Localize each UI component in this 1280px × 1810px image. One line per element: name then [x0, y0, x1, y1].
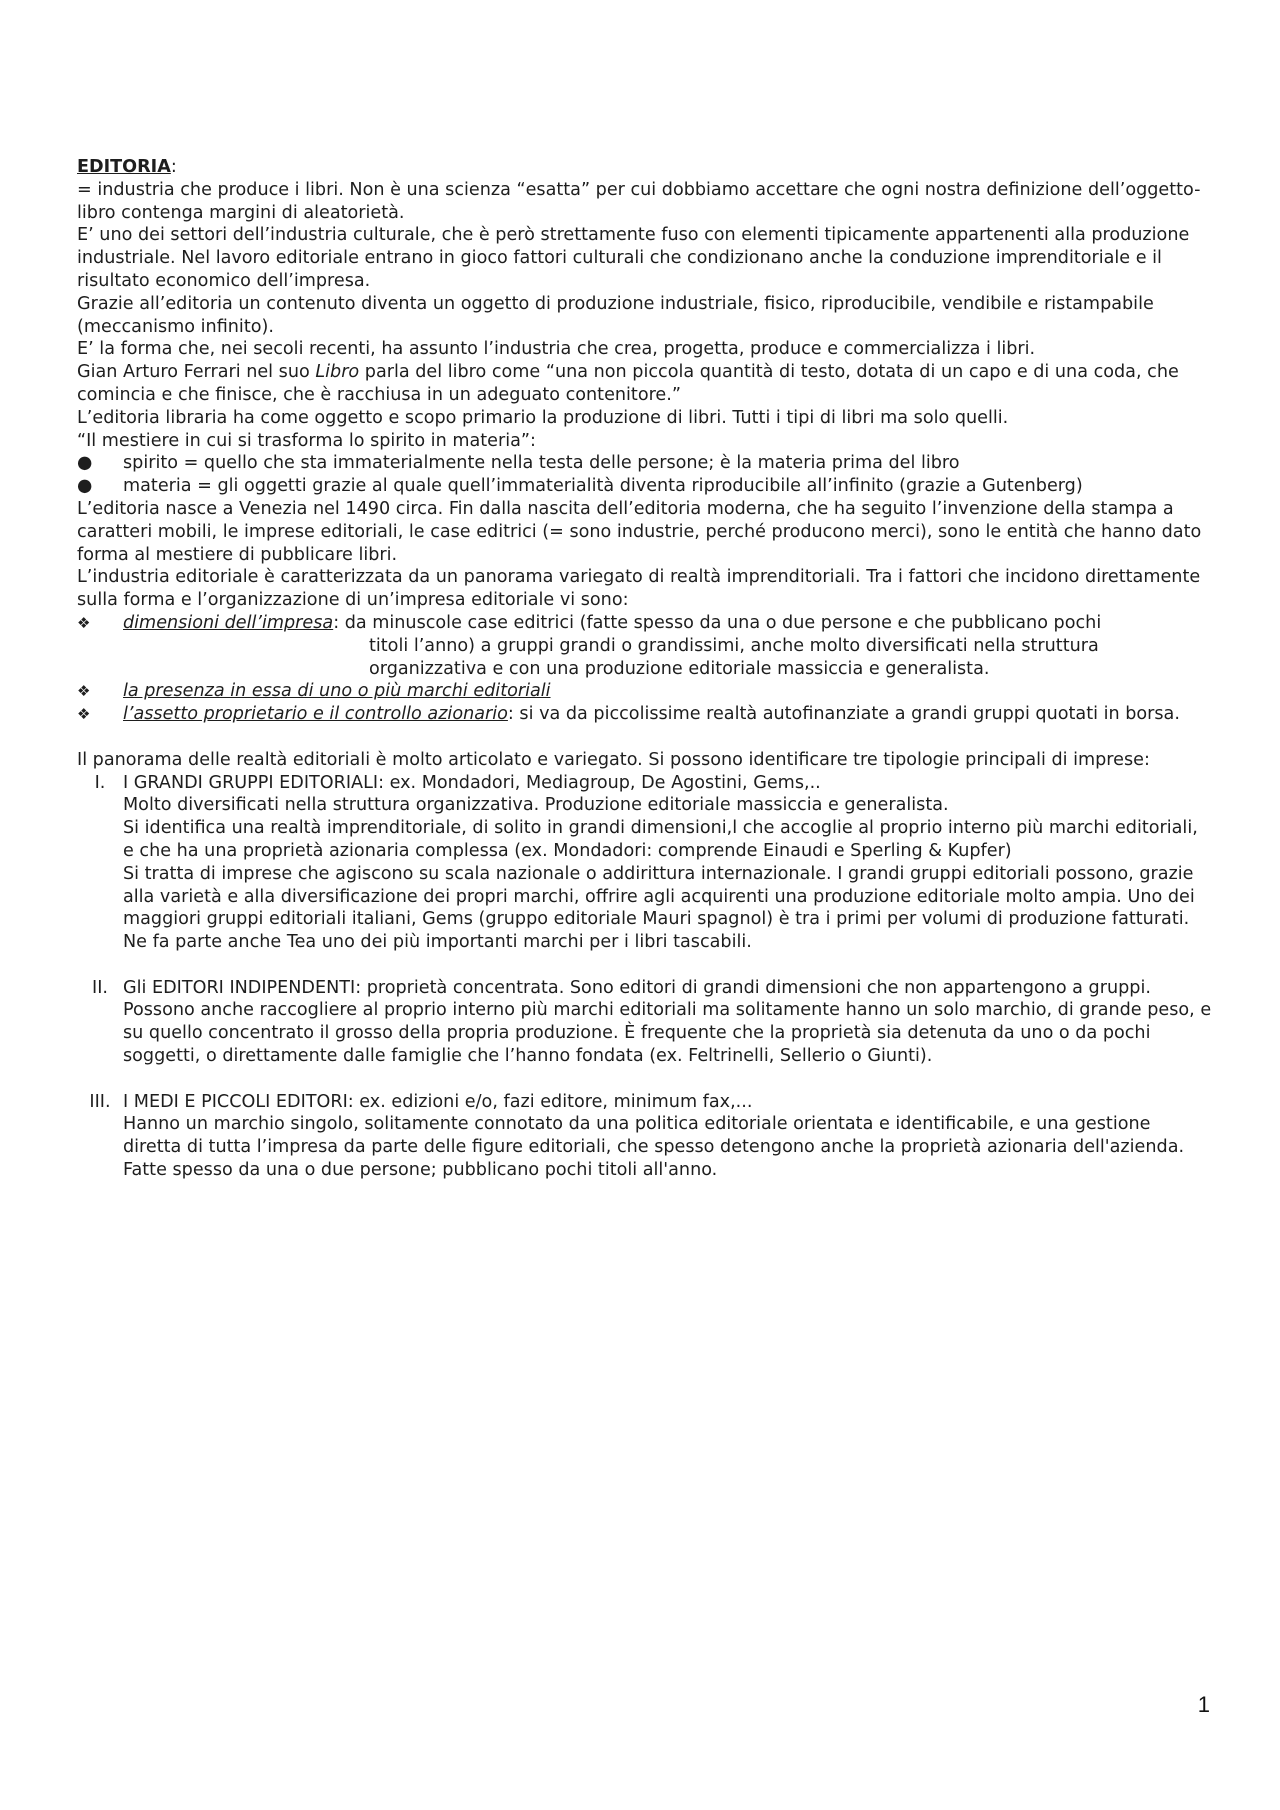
- type-content: [123, 1091, 1212, 1182]
- factor-content: [123, 612, 1212, 680]
- paragraph-venezia: L’editoria nasce a Venezia nel 1490 circa. Fin dalla nascita dell’editoria moderna, che ha seguito l’invenzione della stampa a caratteri mobili, le imprese editoriali, le case editrici (= sono industrie, perché producono merci), sono le entità che hanno dato forma al mestiere di pubblicare libri.: [77, 498, 1202, 565]
- factor-continuation: titoli l’anno) a gruppi grandi o grandissimi, anche molto diversificati nella struttura organizzativa e con una produzione editoriale massiccia e generalista.: [369, 635, 1099, 679]
- diamond-bullet-icon: ❖: [77, 613, 91, 632]
- spacer: [77, 726, 1212, 749]
- heading-colon: :: [170, 157, 177, 177]
- paragraph-panorama: Il panorama delle realtà editoriali è molto articolato e variegato. Si possono identificare tre tipologie principali di imprese:: [77, 749, 1150, 770]
- paragraph-industria: L’industria editoriale è caratterizzata da un panorama variegato di realtà imprenditoriali. Tra i fattori che incidono direttamente sulla forma e l’organizzazione di un’impresa editoriale vi sono:: [77, 567, 1201, 611]
- spacer: [123, 954, 1212, 977]
- type-item-grandi-gruppi: [94, 772, 1212, 954]
- paragraph-mestiere: “Il mestiere in cui si trasforma lo spirito in materia”:: [77, 430, 536, 451]
- factor-term: l’assetto proprietario e il controllo azionario: [123, 704, 508, 725]
- type-content: [123, 772, 1212, 954]
- bullet-dot-icon: ●: [77, 476, 93, 497]
- factor-text: : si va da piccolissime realtà autofinanziate a grandi gruppi quotati in borsa.: [507, 704, 1180, 725]
- paragraph-grazie: Grazie all’editoria un contenuto diventa un oggetto di produzione industriale, fisico, riproducibile, vendibile e ristampabile (meccanismo infinito).: [77, 293, 1154, 337]
- page-number: 1: [1197, 1692, 1210, 1717]
- bullet-text-materia: materia = gli oggetti grazie al quale quell’immaterialità diventa riproducibile all’infinito (grazie a Gutenberg): [123, 476, 1083, 497]
- document-heading: [77, 156, 1212, 179]
- types-list: [89, 772, 1212, 1182]
- type-content: [123, 977, 1212, 1068]
- paragraph-ferrari: [77, 361, 1212, 407]
- factor-content: [123, 703, 1180, 726]
- type-numeral: III.: [89, 1091, 111, 1112]
- type-numeral: II.: [92, 977, 108, 998]
- type-item-medi-piccoli: [89, 1091, 1212, 1182]
- paragraph-settori: E’ uno dei settori dell’industria culturale, che è però strettamente fuso con elementi tipicamente appartenenti alla produzione industriale. Nel lavoro editoriale entrano in gioco fattori culturali che condizionano anche la conduzione imprenditoriale e il risultato economico dell’impresa.: [77, 225, 1190, 291]
- type-line: Si identifica una realtà imprenditoriale, di solito in grandi dimensioni,l che accoglie al proprio interno più marchi editoriali, e che ha una proprietà azionaria complessa (ex. Mondadori: comprende Einaudi e Sperling & Kupfer): [123, 818, 1198, 861]
- type-item-indipendenti: [92, 977, 1212, 1068]
- heading-title: EDITORIA: [77, 157, 171, 177]
- type-line: Hanno un marchio singolo, solitamente connotato da una politica editoriale orientata e identificabile, e una gestione diretta di tutta l’impresa da parte delle figure editoriali, che spesso detengono anche la proprietà azionaria dell'azienda. Fatte spesso da una o due persone; pubblicano pochi titoli all'anno.: [123, 1114, 1185, 1181]
- type-line: I GRANDI GRUPPI EDITORIALI: ex. Mondadori, Mediagroup, De Agostini, Gems,..: [123, 772, 821, 793]
- factor-item: [77, 680, 1212, 703]
- paragraph-oggetto: L’editoria libraria ha come oggetto e scopo primario la produzione di libri. Tutti i tipi di libri ma solo quelli.: [77, 407, 1009, 428]
- diamond-bullet-icon: ❖: [77, 705, 91, 724]
- factor-item: [77, 612, 1212, 680]
- type-line: Si tratta di imprese che agiscono su scala nazionale o addirittura internazionale. I grandi gruppi editoriali possono, grazie alla varietà e alla diversificazione dei propri marchi, offrire agli acquirenti una produzione editoriale molto ampia. Uno dei maggiori gruppi editoriali italiani, Gems (gruppo editoriale Mauri spagnol) è tra i primi per volumi di produzione fatturati. Ne fa parte anche Tea uno dei più importanti marchi per i libri tascabili.: [123, 863, 1195, 953]
- ferrari-book-title: Libro: [315, 362, 360, 383]
- ferrari-after: parla del libro come “una non piccola quantità di testo, dotata di un capo e di una coda, che comincia e che finisce, che è racchiusa in un adeguato contenitore.”: [77, 362, 1179, 405]
- factor-term: dimensioni dell’impresa: [123, 612, 334, 633]
- type-line: Molto diversificati nella struttura organizzativa. Produzione editoriale massiccia e generalista.: [123, 795, 949, 816]
- ferrari-before: Gian Arturo Ferrari nel suo: [77, 362, 316, 383]
- paragraph-definition: = industria che produce i libri. Non è una scienza “esatta” per cui dobbiamo accettare che ogni nostra definizione dell’oggetto-libro contenga margini di aleatorietà.: [77, 179, 1201, 223]
- bullet-dot-icon: ●: [77, 453, 93, 474]
- diamond-bullet-icon: ❖: [77, 682, 91, 701]
- bullet-item: [77, 452, 1212, 475]
- factor-item: [77, 703, 1212, 726]
- type-line: I MEDI E PICCOLI EDITORI: ex. edizioni e/o, fazi editore, minimum fax,...: [123, 1091, 753, 1112]
- factor-content: [123, 680, 551, 703]
- bullet-text-spirito: spirito = quello che sta immaterialmente nella testa delle persone; è la materia prima del libro: [123, 453, 960, 474]
- paragraph-forma: E’ la forma che, nei secoli recenti, ha assunto l’industria che crea, progetta, produce e commercializza i libri.: [77, 339, 1036, 360]
- bullet-item: [77, 475, 1212, 498]
- document-body: [77, 156, 1212, 1182]
- type-line: Gli EDITORI INDIPENDENTI: proprietà concentrata. Sono editori di grandi dimensioni che non appartengono a gruppi. Possono anche raccogliere al proprio interno più marchi editoriali ma solitamente hanno un solo marchio, di grande peso, e su quello concentrato il grosso della propria produzione. È frequente che la proprietà sia detenuta da uno o da pochi soggetti, o direttamente dalle famiglie che l’hanno fondata (ex. Feltrinelli, Sellerio o Giunti).: [123, 977, 1212, 1067]
- type-numeral: I.: [94, 772, 106, 793]
- spacer: [123, 1068, 1212, 1091]
- factor-text: : da minuscole case editrici (fatte spesso da una o due persone e che pubblicano pochi: [333, 612, 1102, 633]
- factor-term: la presenza in essa di uno o più marchi editoriali: [123, 681, 551, 702]
